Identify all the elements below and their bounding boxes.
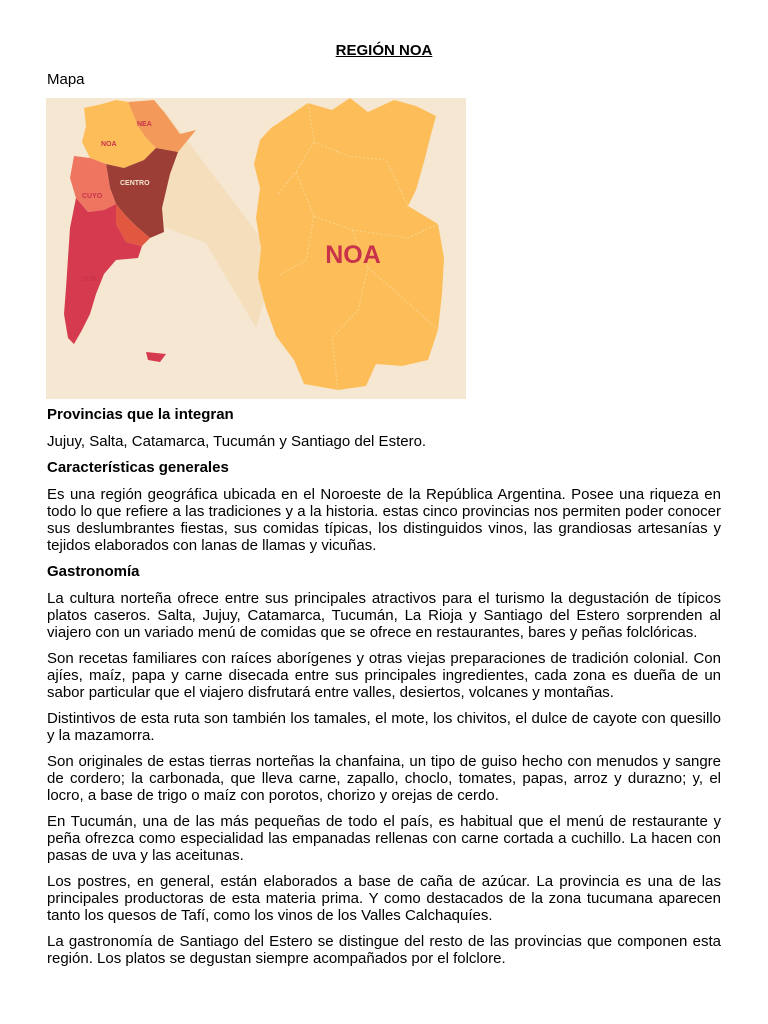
- label-centro: CENTRO: [120, 180, 150, 187]
- caracteristicas-heading: Características generales: [47, 459, 229, 476]
- label-sur: SUR: [82, 276, 97, 283]
- gastronomia-paragraph: Son originales de estas tierras norteñas la chanfaina, un tipo de guiso hecho con menudos y sangre de cordero; la carbonada, que lleva carne, zapallo, choclo, tomates, papas, arroz y durazno; y, el locro, a base de trigo o maíz con porotos, chorizo y orejas de cerdo.: [47, 753, 721, 804]
- label-nea: NEA: [137, 121, 152, 128]
- provincias-text: Jujuy, Salta, Catamarca, Tucumán y Santiago del Estero.: [47, 433, 427, 450]
- map-label: Mapa: [47, 71, 85, 88]
- label-noa: NOA: [101, 141, 117, 148]
- gastronomia-paragraph: Distintivos de esta ruta son también los tamales, el mote, los chivitos, el dulce de cayote con quesillo y la mazamorra.: [47, 710, 721, 744]
- noa-big-label: NOA: [325, 241, 381, 269]
- gastronomia-paragraph: Son recetas familiares con raíces aborígenes y otras viejas preparaciones de tradición colonial. Con ajíes, maíz, papa y carne disecada entre sus principales ingredientes, cada zona es dueña de un sabor particular que el viajero disfrutará entre valles, desiertos, volcanes y montañas.: [47, 650, 721, 701]
- page-title: REGIÓN NOA: [335, 42, 433, 59]
- provincias-heading: Provincias que la integran: [47, 406, 234, 423]
- gastronomia-paragraph: La cultura norteña ofrece entre sus principales atractivos para el turismo la degustación de típicos platos caseros. Salta, Jujuy, Catamarca, Tucumán, La Rioja y Santiago del Estero sorprenden al viajero con un variado menú de comidas que se ofrece en restaurantes, bares y peñas folclóricas.: [47, 590, 721, 641]
- region-map: [46, 98, 466, 399]
- gastronomia-paragraph: Los postres, en general, están elaborados a base de caña de azúcar. La provincia es una de las principales productoras de esta materia prima. Y como destacados de la zona tucumana aparecen tanto los quesos de Tafí, como los vinos de los Valles Calchaquíes.: [47, 873, 721, 924]
- caracteristicas-text: Es una región geográfica ubicada en el Noroeste de la República Argentina. Posee una riqueza en todo lo que refiere a las tradiciones y a la historia. estas cinco provincias nos permiten poder conocer sus deslumbrantes fiestas, sus comidas típicas, los distinguidos vinos, las grandiosas artesanías y tejidos elaborados con lanas de llamas y vicuñas.: [47, 486, 721, 554]
- map-illustration: [46, 98, 466, 399]
- label-cuyo: CUYO: [82, 193, 103, 200]
- gastronomia-paragraph: La gastronomía de Santiago del Estero se distingue del resto de las provincias que componen esta región. Los platos se degustan siempre acompañados por el folclore.: [47, 933, 721, 967]
- gastronomia-heading: Gastronomía: [47, 563, 140, 580]
- gastronomia-paragraph: En Tucumán, una de las más pequeñas de todo el país, es habitual que el menú de restaurante y peña ofrezca como especialidad las empanadas rellenas con carne cortada a cuchillo. La hacen con pasas de uva y las aceitunas.: [47, 813, 721, 864]
- document-body: [47, 406, 721, 976]
